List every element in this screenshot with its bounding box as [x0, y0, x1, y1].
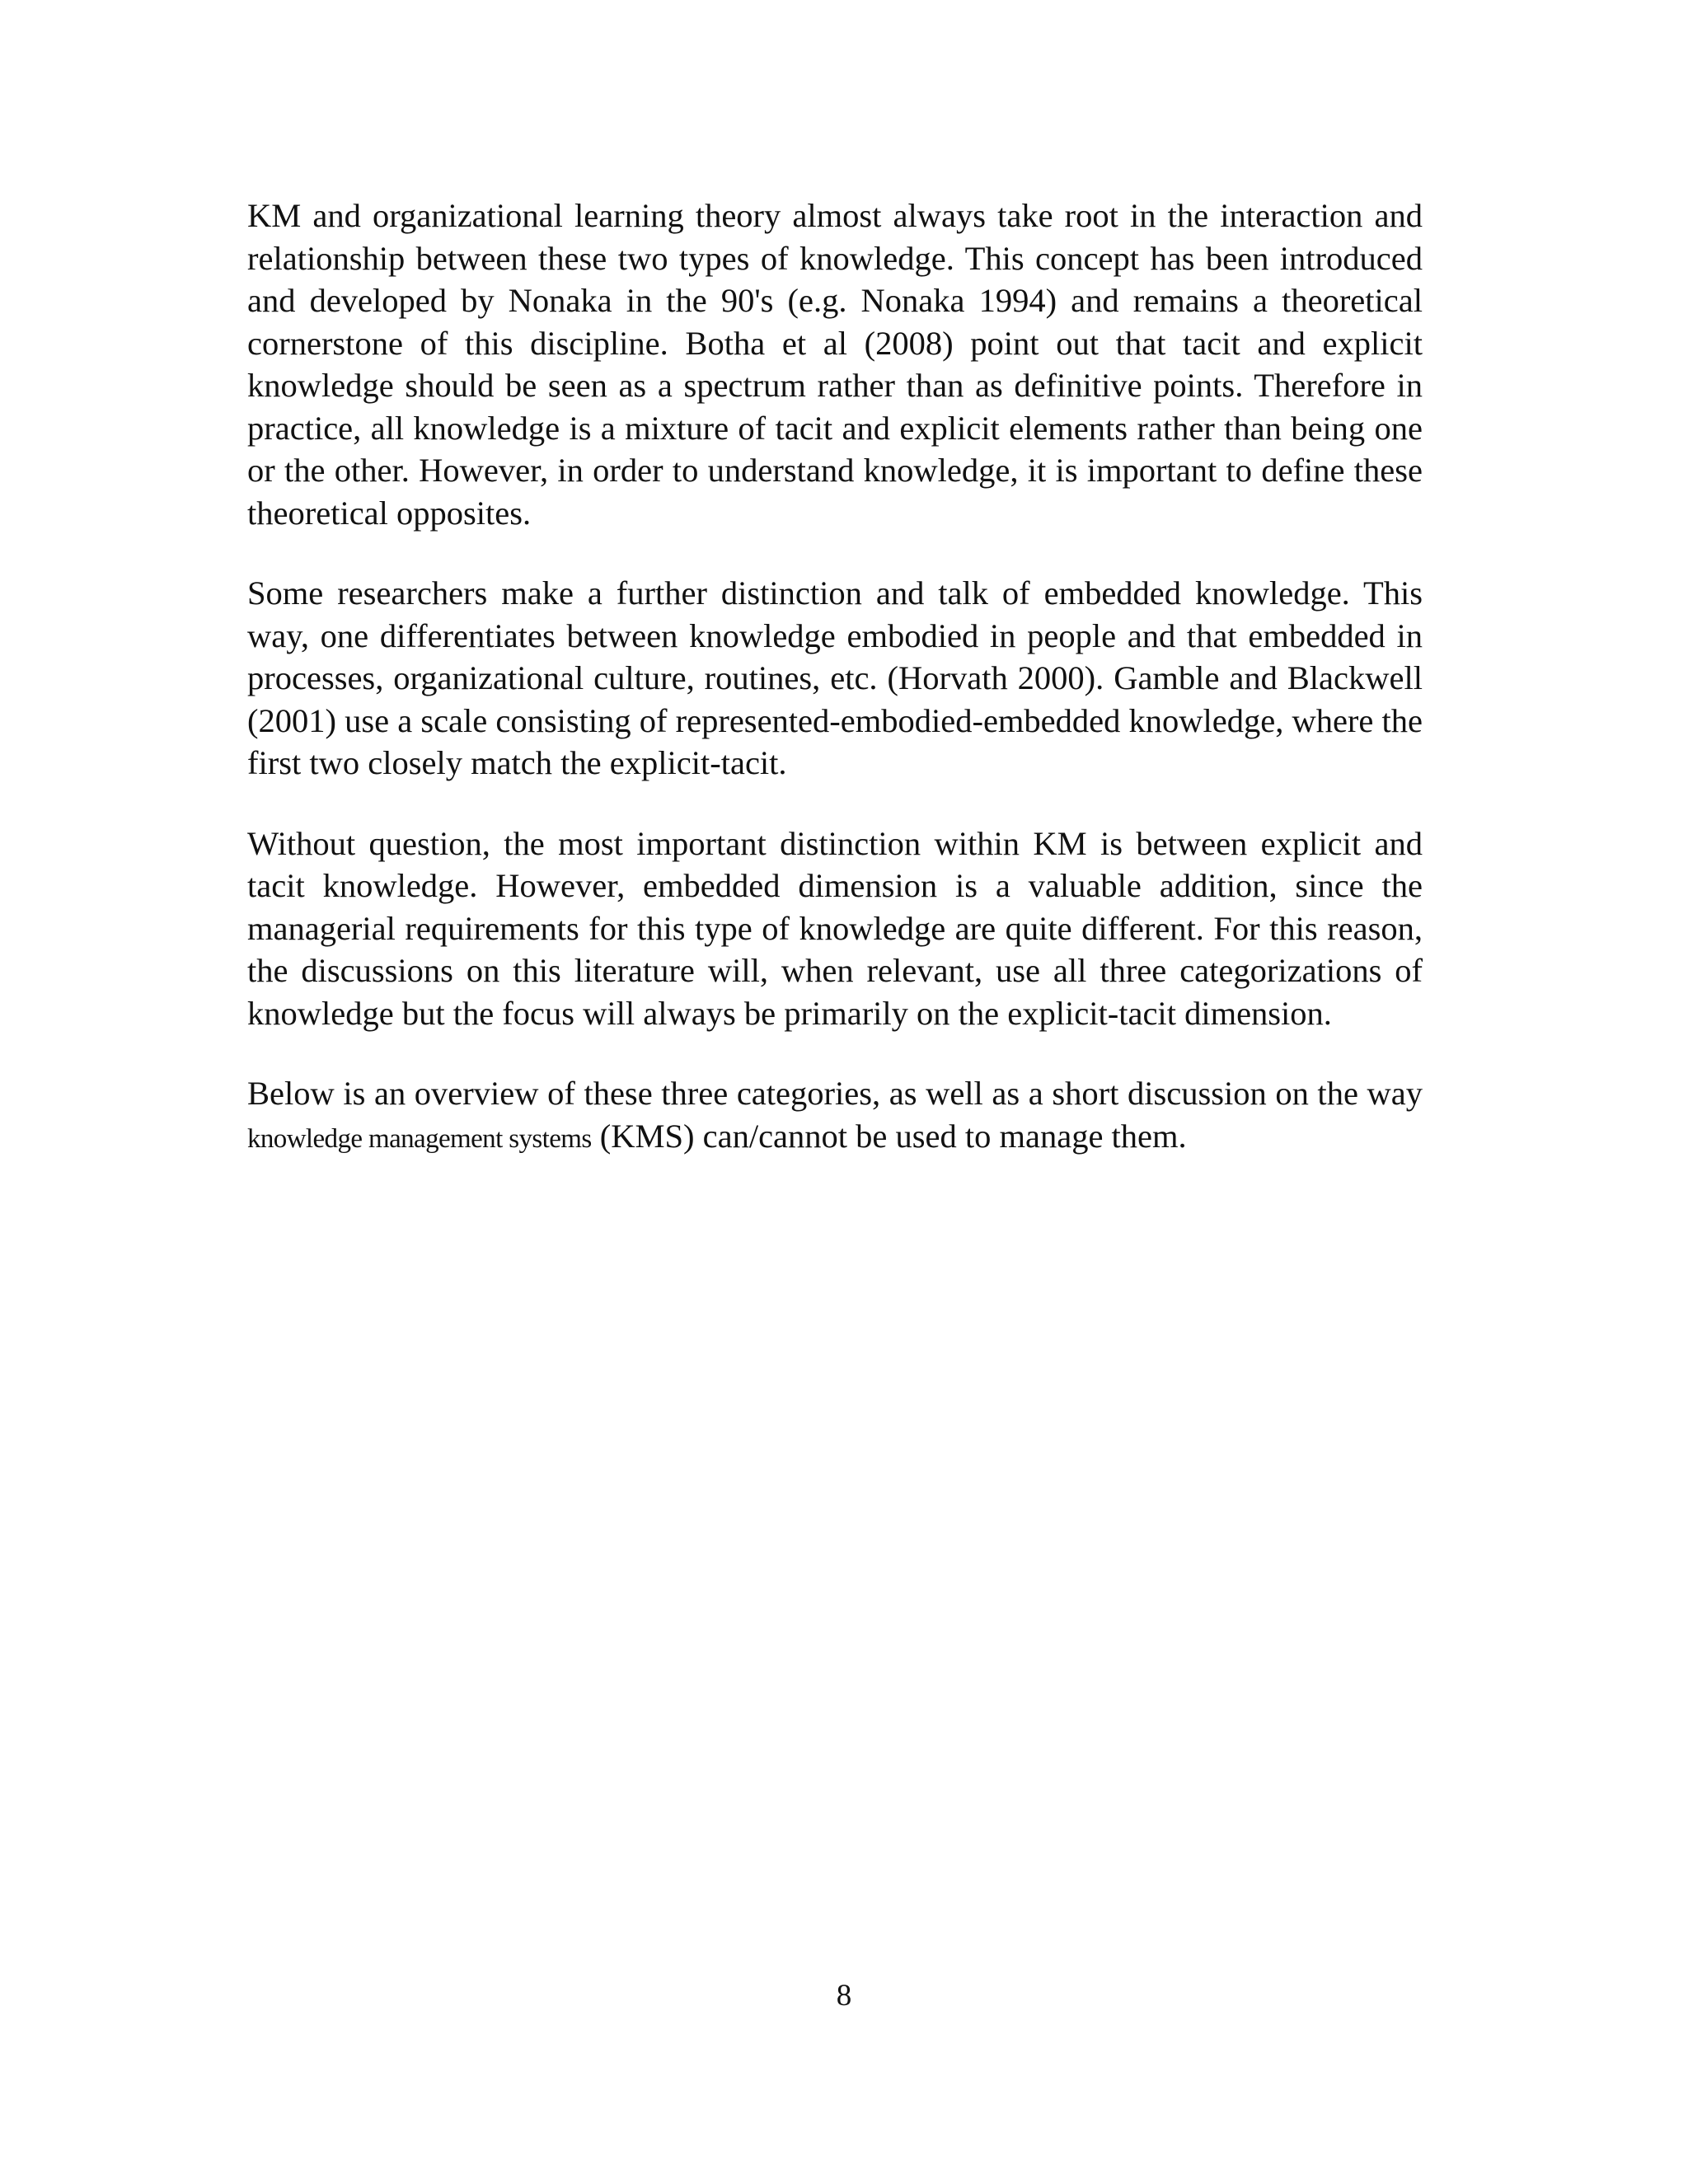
paragraph-4-small-text: knowledge management systems [247, 1123, 592, 1154]
paragraph-4 [247, 1072, 1423, 1160]
paragraph-4-text-start: Below is an overview of these three categories, as well as a short discussion on the way [247, 1075, 1423, 1112]
paragraph-2: Some researchers make a further distinction and talk of embedded knowledge. This way, one differentiates between knowledge embodied in people and that embedded in processes, organizational culture, routines, etc. (Horvath 2000). Gamble and Blackwell (2001) use a scale consisting of represented-embodied-embedded knowledge, where the first two closely match the explicit-tacit. [247, 574, 1423, 781]
paragraph-3: Without question, the most important distinction within KM is between explicit and tacit knowledge. However, embedded dimension is a valuable addition, since the managerial requirements for this type of knowledge are quite different. For this reason, the discussions on this literature will, when relevant, use all three categorizations of knowledge but the focus will always be primarily on the explicit-tacit dimension. [247, 824, 1423, 1032]
page-number: 8 [836, 1979, 852, 2013]
paragraph-1: KM and organizational learning theory almost always take root in the interaction and relationship between these two types of knowledge. This concept has been introduced and developed by Nonaka in the 90's (e.g. Nonaka 1994) and remains a theoretical cornerstone of this discipline. Botha et al (2008) point out that tacit and explicit knowledge should be seen as a spectrum rather than as definitive points. Therefore in practice, all knowledge is a mixture of tacit and explicit elements rather than being one or the other. However, in order to understand knowledge, it is important to define these theoretical opposites. [247, 197, 1423, 532]
body-text [247, 194, 1423, 1198]
paragraph-4-text-end: (KMS) can/cannot be used to manage them. [591, 1117, 1187, 1155]
